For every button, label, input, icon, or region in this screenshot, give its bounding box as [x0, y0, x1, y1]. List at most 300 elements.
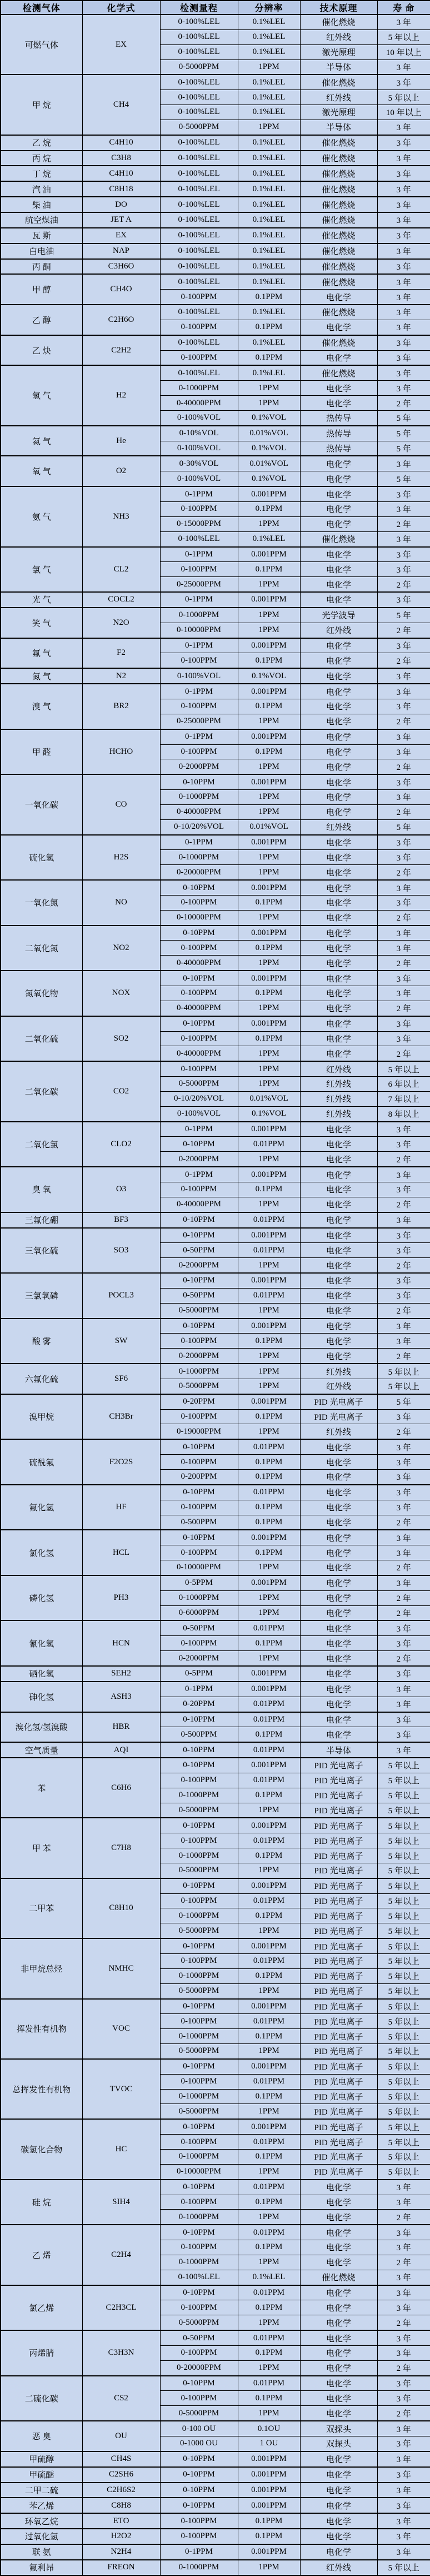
- range-cell: 0-100PPM: [160, 320, 238, 335]
- lifespan-cell: 3 年: [377, 592, 430, 608]
- lifespan-cell: 3 年: [377, 2300, 430, 2315]
- range-cell: 0-10PPM: [160, 1742, 238, 1758]
- table-row: [1, 1228, 430, 1243]
- resolution-cell: 1PPM: [238, 381, 300, 396]
- resolution-cell: 0.1%LEL: [238, 531, 300, 546]
- lifespan-cell: 5 年以上: [377, 2074, 430, 2089]
- table-row: [1, 212, 430, 228]
- range-cell: 0-2000PPM: [160, 1651, 238, 1666]
- range-cell: 0-100PPM: [160, 2014, 238, 2029]
- lifespan-cell: 2 年: [377, 653, 430, 668]
- principle-cell: 电化学: [300, 1575, 377, 1590]
- resolution-cell: 0.1%LEL: [238, 151, 300, 166]
- formula-cell: C3H3N: [82, 2330, 160, 2376]
- gas-name-cell: 二甲二硫: [1, 2483, 82, 2498]
- principle-cell: 电化学: [300, 1334, 377, 1349]
- lifespan-cell: 3 年: [377, 1439, 430, 1454]
- principle-cell: 电化学: [300, 926, 377, 941]
- range-cell: 0-100PPM: [160, 2391, 238, 2406]
- table-row: [1, 774, 430, 789]
- principle-cell: 电化学: [300, 744, 377, 759]
- lifespan-cell: 2 年: [377, 2315, 430, 2330]
- resolution-cell: 1PPM: [238, 516, 300, 531]
- table-header: [1, 1, 430, 14]
- gas-name-cell: 一氧化氮: [1, 880, 82, 926]
- range-cell: 0-100PPM: [160, 2240, 238, 2255]
- table-row: [1, 971, 430, 986]
- lifespan-cell: 5 年以上: [377, 1773, 430, 1788]
- gas-name-cell: 苯: [1, 1758, 82, 1818]
- principle-cell: 电化学: [300, 486, 377, 501]
- range-cell: 0-100PPM: [160, 1409, 238, 1424]
- resolution-cell: 0.001PPM: [238, 1228, 300, 1243]
- principle-cell: 催化燃烧: [300, 2270, 377, 2285]
- lifespan-cell: 2 年: [377, 2210, 430, 2225]
- principle-cell: 电化学: [300, 577, 377, 592]
- principle-cell: PID 光电离子: [300, 1938, 377, 1953]
- range-cell: 0-100PPM: [160, 1636, 238, 1651]
- resolution-cell: 1PPM: [238, 2255, 300, 2270]
- resolution-cell: 0.1%LEL: [238, 74, 300, 89]
- range-cell: 0-10000PPM: [160, 623, 238, 638]
- principle-cell: 电化学: [300, 1439, 377, 1454]
- resolution-cell: 1PPM: [238, 1590, 300, 1605]
- resolution-cell: 0.1PPM: [238, 941, 300, 956]
- resolution-cell: 0.001PPM: [238, 1938, 300, 1953]
- principle-cell: 催化燃烧: [300, 243, 377, 259]
- range-cell: 0-100%VOL: [160, 471, 238, 486]
- resolution-cell: 0.01PPM: [238, 1833, 300, 1848]
- table-row: [1, 335, 430, 350]
- principle-cell: PID 光电离子: [300, 1983, 377, 1998]
- range-cell: 0-10PPM: [160, 1938, 238, 1953]
- range-cell: 0-10/20%VOL: [160, 1091, 238, 1106]
- principle-cell: PID 光电离子: [300, 2074, 377, 2089]
- table-row: [1, 608, 430, 623]
- resolution-cell: 0.1PPM: [238, 2529, 300, 2544]
- formula-cell: POCL3: [82, 1273, 160, 1319]
- gas-name-cell: 氧 气: [1, 456, 82, 486]
- principle-cell: 电化学: [300, 1016, 377, 1031]
- range-cell: 0-10PPM: [160, 1818, 238, 1833]
- resolution-cell: 0.1PPM: [238, 1727, 300, 1742]
- range-cell: 0-19000PPM: [160, 1424, 238, 1439]
- range-cell: 0-40000PPM: [160, 1197, 238, 1212]
- gas-name-cell: 丙 酮: [1, 259, 82, 275]
- range-cell: 0-10PPM: [160, 1212, 238, 1228]
- resolution-cell: 0.1%VOL: [238, 471, 300, 486]
- resolution-cell: 0.1PPM: [238, 1968, 300, 1983]
- range-cell: 0-30%VOL: [160, 456, 238, 471]
- resolution-cell: 1PPM: [238, 2044, 300, 2059]
- principle-cell: PID 光电离子: [300, 1818, 377, 1833]
- principle-cell: 电化学: [300, 910, 377, 925]
- gas-name-cell: 乙 烯: [1, 2225, 82, 2285]
- gas-name-cell: 甲硫醚: [1, 2467, 82, 2483]
- formula-cell: HF: [82, 1485, 160, 1530]
- resolution-cell: 0.1%LEL: [238, 259, 300, 275]
- gas-name-cell: 甲 醛: [1, 729, 82, 775]
- principle-cell: 电化学: [300, 1137, 377, 1152]
- principle-cell: 电化学: [300, 350, 377, 365]
- principle-cell: 电化学: [300, 1666, 377, 1682]
- resolution-cell: 0.001PPM: [238, 684, 300, 699]
- lifespan-cell: 10 年以上: [377, 44, 430, 59]
- formula-cell: BF3: [82, 1212, 160, 1228]
- formula-cell: SO2: [82, 1016, 160, 1062]
- principle-cell: 电化学: [300, 2180, 377, 2195]
- gas-name-cell: 柴 油: [1, 197, 82, 212]
- resolution-cell: 1PPM: [238, 1651, 300, 1666]
- principle-cell: 电化学: [300, 2315, 377, 2330]
- principle-cell: 电化学: [300, 1455, 377, 1470]
- gas-name-cell: 氨 气: [1, 486, 82, 546]
- table-row: [1, 486, 430, 501]
- table-row: [1, 1742, 430, 1758]
- gas-name-cell: 酸 雾: [1, 1319, 82, 1364]
- range-cell: 0-10PPM: [160, 1319, 238, 1334]
- principle-cell: 电化学: [300, 895, 377, 910]
- table-row: [1, 684, 430, 699]
- gas-name-cell: 苯乙烯: [1, 2498, 82, 2513]
- table-row: [1, 1061, 430, 1076]
- lifespan-cell: 5 年以上: [377, 2029, 430, 2044]
- gas-name-cell: 汽 油: [1, 181, 82, 197]
- gas-name-cell: 硅 烷: [1, 2180, 82, 2225]
- range-cell: 0-10PPM: [160, 2483, 238, 2498]
- principle-cell: 催化燃烧: [300, 305, 377, 320]
- principle-cell: 电化学: [300, 1727, 377, 1742]
- table-row: [1, 638, 430, 653]
- formula-cell: NMHC: [82, 1938, 160, 1998]
- gas-name-cell: 乙 醇: [1, 305, 82, 335]
- principle-cell: 催化燃烧: [300, 531, 377, 546]
- header-row: [1, 1, 430, 14]
- principle-cell: PID 光电离子: [300, 2119, 377, 2134]
- table-row: [1, 1485, 430, 1500]
- lifespan-cell: 3 年: [377, 320, 430, 335]
- range-cell: 0-100PPM: [160, 699, 238, 714]
- lifespan-cell: 3 年: [377, 1212, 430, 1228]
- range-cell: 0-100%LEL: [160, 305, 238, 320]
- lifespan-cell: 3 年: [377, 2391, 430, 2406]
- principle-cell: 电化学: [300, 1470, 377, 1485]
- gas-name-cell: 三氯氧磷: [1, 1273, 82, 1319]
- principle-cell: 电化学: [300, 2195, 377, 2210]
- gas-name-cell: 溴化氢/氢溴酸: [1, 1712, 82, 1743]
- lifespan-cell: 3 年: [377, 502, 430, 517]
- range-cell: 0-1PPM: [160, 638, 238, 653]
- lifespan-cell: 5 年以上: [377, 1938, 430, 1953]
- lifespan-cell: 5 年以上: [377, 1364, 430, 1379]
- lifespan-cell: 3 年: [377, 259, 430, 275]
- lifespan-cell: 2 年: [377, 714, 430, 729]
- lifespan-cell: 3 年: [377, 1228, 430, 1243]
- resolution-cell: 1PPM: [238, 1077, 300, 1092]
- range-cell: 0-2000PPM: [160, 759, 238, 774]
- range-cell: 0-100PPM: [160, 1334, 238, 1349]
- principle-cell: 红外线: [300, 1379, 377, 1394]
- range-cell: 0-1000PPM: [160, 1590, 238, 1605]
- range-cell: 0-10PPM: [160, 2285, 238, 2300]
- gas-name-cell: 氰化氢: [1, 1620, 82, 1666]
- resolution-cell: 0.001PPM: [238, 1758, 300, 1773]
- resolution-cell: 0.1PPM: [238, 1788, 300, 1803]
- lifespan-cell: 3 年: [377, 305, 430, 320]
- principle-cell: 电化学: [300, 714, 377, 729]
- lifespan-cell: 3 年: [377, 2180, 430, 2195]
- principle-cell: 半导体: [300, 1742, 377, 1758]
- principle-cell: 催化燃烧: [300, 274, 377, 289]
- range-cell: 0-5000PPM: [160, 1923, 238, 1938]
- range-cell: 0-5000PPM: [160, 120, 238, 135]
- principle-cell: 热传导: [300, 410, 377, 425]
- principle-cell: 电化学: [300, 396, 377, 411]
- range-cell: 0-500PPM: [160, 1515, 238, 1530]
- lifespan-cell: 3 年: [377, 1530, 430, 1545]
- range-cell: 0-40000PPM: [160, 396, 238, 411]
- resolution-cell: 0.1%VOL: [238, 441, 300, 456]
- gas-name-cell: 氮氧化物: [1, 971, 82, 1016]
- resolution-cell: 1PPM: [238, 2560, 300, 2575]
- range-cell: 0-1PPM: [160, 1167, 238, 1182]
- range-cell: 0-1000PPM: [160, 2255, 238, 2270]
- formula-cell: O2: [82, 456, 160, 486]
- gas-name-cell: 二氧化氯: [1, 1122, 82, 1167]
- resolution-cell: 0.001PPM: [238, 1016, 300, 1031]
- range-cell: 0-1000PPM: [160, 2029, 238, 2044]
- formula-cell: C2H6O: [82, 305, 160, 335]
- lifespan-cell: 3 年: [377, 2544, 430, 2560]
- gas-name-cell: 恶 臭: [1, 2421, 82, 2451]
- table-row: [1, 1575, 430, 1590]
- resolution-cell: 0.1PPM: [238, 2149, 300, 2164]
- lifespan-cell: 3 年: [377, 1666, 430, 1682]
- gas-name-cell: 甲 醇: [1, 274, 82, 305]
- gas-name-cell: 氢 气: [1, 365, 82, 425]
- range-cell: 0-100%LEL: [160, 2270, 238, 2285]
- principle-cell: PID 光电离子: [300, 1833, 377, 1848]
- resolution-cell: 0.1%LEL: [238, 274, 300, 289]
- range-cell: 0-5000PPM: [160, 1077, 238, 1092]
- principle-cell: 电化学: [300, 790, 377, 805]
- table-row: [1, 1758, 430, 1773]
- range-cell: 0-2000PPM: [160, 1258, 238, 1273]
- resolution-cell: 0.001PPM: [238, 592, 300, 608]
- resolution-cell: 0.1PPM: [238, 653, 300, 668]
- table-row: [1, 835, 430, 850]
- range-cell: 0-1PPM: [160, 1122, 238, 1137]
- resolution-cell: 0.1PPM: [238, 1848, 300, 1863]
- table-row: [1, 1620, 430, 1635]
- resolution-cell: 1 OU: [238, 2436, 300, 2451]
- table-row: [1, 1016, 430, 1031]
- principle-cell: 热传导: [300, 441, 377, 456]
- range-cell: 0-10PPM: [160, 1273, 238, 1288]
- range-cell: 0-25000PPM: [160, 577, 238, 592]
- table-row: [1, 2285, 430, 2300]
- lifespan-cell: 2 年: [377, 1258, 430, 1273]
- table-row: [1, 1682, 430, 1697]
- resolution-cell: 1PPM: [238, 1349, 300, 1364]
- principle-cell: 电化学: [300, 1273, 377, 1288]
- lifespan-cell: 3 年: [377, 835, 430, 850]
- formula-cell: SIH4: [82, 2180, 160, 2225]
- resolution-cell: 0.1PPM: [238, 2300, 300, 2315]
- gas-name-cell: 光 气: [1, 592, 82, 608]
- resolution-cell: 0.001PPM: [238, 1273, 300, 1288]
- range-cell: 0-100PPM: [160, 1031, 238, 1046]
- table-row: [1, 456, 430, 471]
- resolution-cell: 0.1%VOL: [238, 1106, 300, 1121]
- table-row: [1, 880, 430, 895]
- lifespan-cell: 2 年: [377, 1424, 430, 1439]
- lifespan-cell: 3 年: [377, 547, 430, 562]
- lifespan-cell: 5 年以上: [377, 1968, 430, 1983]
- principle-cell: 光学波导: [300, 608, 377, 623]
- lifespan-cell: 3 年: [377, 668, 430, 684]
- formula-cell: SEH2: [82, 1666, 160, 1682]
- range-cell: 0-1000PPM: [160, 1848, 238, 1863]
- range-cell: 0-50PPM: [160, 2330, 238, 2345]
- principle-cell: PID 光电离子: [300, 2104, 377, 2119]
- range-cell: 0-100%LEL: [160, 259, 238, 275]
- lifespan-cell: 3 年: [377, 1500, 430, 1515]
- range-cell: 0-5000PPM: [160, 1983, 238, 1998]
- resolution-cell: 0.1PPM: [238, 2195, 300, 2210]
- principle-cell: 半导体: [300, 120, 377, 135]
- formula-cell: COCL2: [82, 592, 160, 608]
- resolution-cell: 1PPM: [238, 1424, 300, 1439]
- range-cell: 0-100%VOL: [160, 410, 238, 425]
- table-row: [1, 1818, 430, 1833]
- lifespan-cell: 2 年: [377, 2360, 430, 2375]
- formula-cell: DO: [82, 197, 160, 212]
- lifespan-cell: 5 年以上: [377, 2089, 430, 2104]
- principle-cell: 电化学: [300, 1545, 377, 1560]
- formula-cell: C3H8: [82, 151, 160, 166]
- principle-cell: 电化学: [300, 320, 377, 335]
- resolution-cell: 1PPM: [238, 608, 300, 623]
- range-cell: 0-1000PPM: [160, 2089, 238, 2104]
- range-cell: 0-100PPM: [160, 1833, 238, 1848]
- range-cell: 0-5PPM: [160, 1575, 238, 1590]
- resolution-cell: 1PPM: [238, 1001, 300, 1016]
- principle-cell: PID 光电离子: [300, 2149, 377, 2164]
- range-cell: 0-5000PPM: [160, 1303, 238, 1318]
- table-row: [1, 1212, 430, 1228]
- gas-name-cell: 溴 气: [1, 684, 82, 729]
- lifespan-cell: 3 年: [377, 456, 430, 471]
- range-cell: 0-100PPM: [160, 653, 238, 668]
- table-row: [1, 1530, 430, 1545]
- principle-cell: PID 光电离子: [300, 1409, 377, 1424]
- range-cell: 0-1PPM: [160, 835, 238, 850]
- resolution-cell: 0.01PPM: [238, 1954, 300, 1969]
- principle-cell: PID 光电离子: [300, 1803, 377, 1818]
- resolution-cell: 0.1%LEL: [238, 44, 300, 59]
- range-cell: 0-100PPM: [160, 2195, 238, 2210]
- range-cell: 0-5000PPM: [160, 2315, 238, 2330]
- formula-cell: NOX: [82, 971, 160, 1016]
- range-cell: 0-100PPM: [160, 502, 238, 517]
- principle-cell: 电化学: [300, 456, 377, 471]
- principle-cell: 电化学: [300, 2544, 377, 2560]
- resolution-cell: 0.1%LEL: [238, 228, 300, 243]
- lifespan-cell: 2 年: [377, 759, 430, 774]
- lifespan-cell: 3 年: [377, 243, 430, 259]
- lifespan-cell: 5 年以上: [377, 1954, 430, 1969]
- range-cell: 0-100PPM: [160, 1455, 238, 1470]
- resolution-cell: 0.01PPM: [238, 2330, 300, 2345]
- resolution-cell: 0.1PPM: [238, 895, 300, 910]
- gas-name-cell: 六氟化硫: [1, 1364, 82, 1394]
- lifespan-cell: 3 年: [377, 2330, 430, 2345]
- range-cell: 0-1PPM: [160, 684, 238, 699]
- resolution-cell: 1PPM: [238, 59, 300, 74]
- lifespan-cell: 3 年: [377, 2483, 430, 2498]
- gas-name-cell: 一氧化碳: [1, 774, 82, 834]
- lifespan-cell: 5 年以上: [377, 1923, 430, 1938]
- table-row: [1, 2467, 430, 2483]
- table-row: [1, 1122, 430, 1137]
- table-row: [1, 1273, 430, 1288]
- range-cell: 0-10PPM: [160, 2467, 238, 2483]
- resolution-cell: 0.001PPM: [238, 1682, 300, 1697]
- lifespan-cell: 5 年以上: [377, 2560, 430, 2575]
- lifespan-cell: 3 年: [377, 212, 430, 228]
- lifespan-cell: 3 年: [377, 729, 430, 744]
- lifespan-cell: 3 年: [377, 1545, 430, 1560]
- resolution-cell: 0.001PPM: [238, 2498, 300, 2513]
- range-cell: 0-100PPM: [160, 1545, 238, 1560]
- range-cell: 0-100PPM: [160, 562, 238, 577]
- range-cell: 0-1000PPM: [160, 2149, 238, 2164]
- principle-cell: 电化学: [300, 290, 377, 305]
- lifespan-cell: 2 年: [377, 516, 430, 531]
- table-row: [1, 243, 430, 259]
- lifespan-cell: 3 年: [377, 1167, 430, 1182]
- range-cell: 0-100%LEL: [160, 181, 238, 197]
- resolution-cell: 0.1PPM: [238, 1182, 300, 1197]
- resolution-cell: 0.1PPM: [238, 744, 300, 759]
- resolution-cell: 1PPM: [238, 1046, 300, 1061]
- range-cell: 0-10%VOL: [160, 426, 238, 441]
- range-cell: 0-1000PPM: [160, 1364, 238, 1379]
- resolution-cell: 0.001PPM: [238, 1878, 300, 1893]
- lifespan-cell: 3 年: [377, 1243, 430, 1258]
- principle-cell: PID 光电离子: [300, 2029, 377, 2044]
- range-cell: 0-100%LEL: [160, 365, 238, 380]
- range-cell: 0-100%LEL: [160, 197, 238, 212]
- lifespan-cell: 5 年以上: [377, 1893, 430, 1908]
- range-cell: 0-50PPM: [160, 1243, 238, 1258]
- resolution-cell: 0.001PPM: [238, 1999, 300, 2014]
- gas-name-cell: 航空煤油: [1, 212, 82, 228]
- range-cell: 0-10PPM: [160, 2119, 238, 2134]
- resolution-cell: 1PPM: [238, 804, 300, 819]
- formula-cell: NO2: [82, 926, 160, 971]
- range-cell: 0-1000PPM: [160, 790, 238, 805]
- gas-name-cell: 环氧乙烷: [1, 2513, 82, 2529]
- range-cell: 0-100%LEL: [160, 274, 238, 289]
- lifespan-cell: 5 年以上: [377, 1863, 430, 1878]
- range-cell: 0-50PPM: [160, 1620, 238, 1635]
- range-cell: 0-6000PPM: [160, 1605, 238, 1620]
- principle-cell: 激光原理: [300, 44, 377, 59]
- col-header-lifespan: 寿 命: [377, 1, 430, 14]
- principle-cell: 红外线: [300, 1091, 377, 1106]
